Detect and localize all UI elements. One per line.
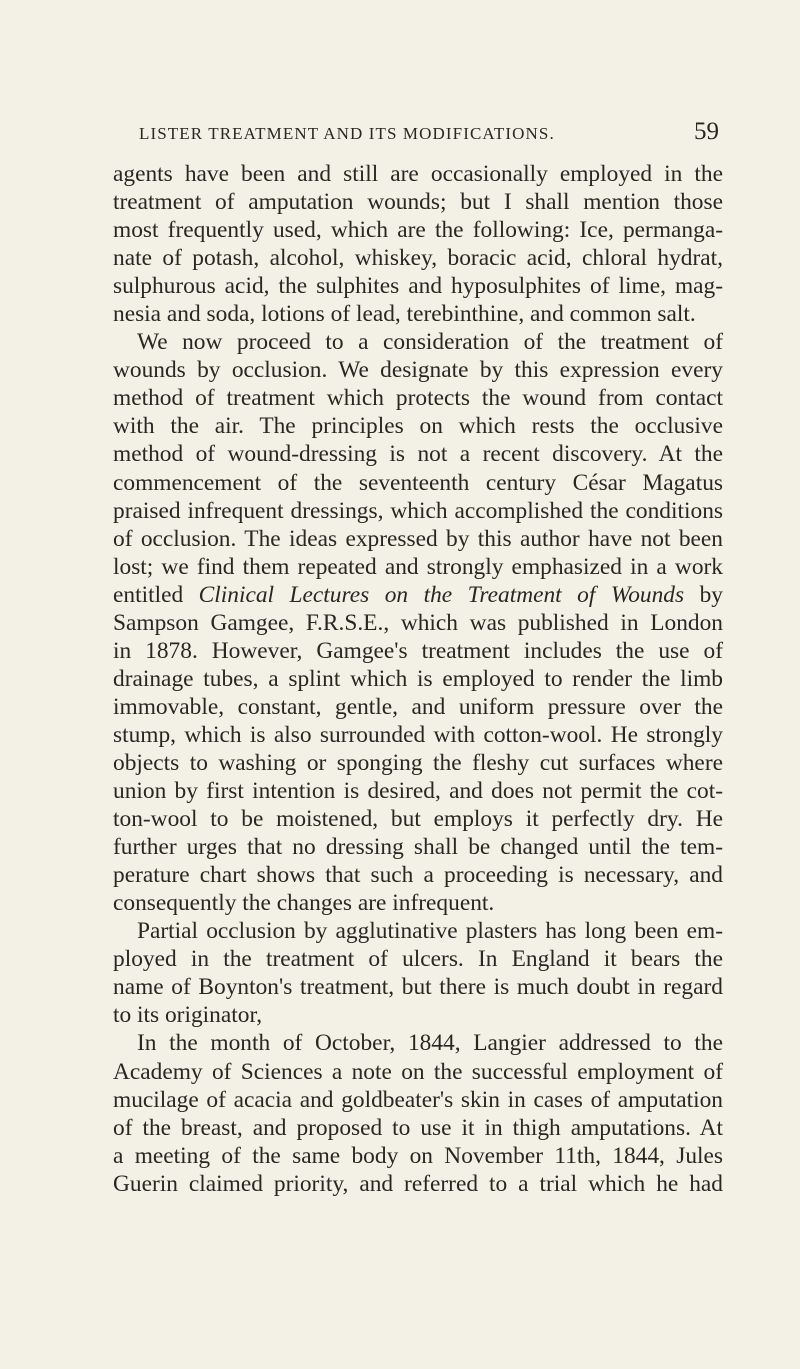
text-line: consequently the changes are infrequent. [113, 890, 495, 917]
text-line: further urges that no dressing shall be changed until the tem- [113, 834, 723, 861]
text-line: in 1878. However, Gamgee's treatment includes the use of [113, 637, 723, 664]
text-line: method of treatment which protects the wound from contact [113, 385, 723, 412]
text-line: nesia and soda, lotions of lead, terebinthine, and common salt. [113, 301, 696, 328]
text-line: Guerin claimed priority, and referred to a trial which he had [113, 1170, 723, 1197]
text-line: name of Boynton's treatment, but there is much doubt in regard [113, 974, 723, 1001]
text-line: Partial occlusion by agglutinative plasters has long been em- [137, 918, 723, 945]
running-title: LISTER TREATMENT AND ITS MODIFICATIONS. [139, 124, 555, 143]
text-line: agents have been and still are occasionally employed in the [113, 161, 723, 187]
text-line: ployed in the treatment of ulcers. In England it bears the [113, 946, 723, 973]
running-head [139, 118, 723, 146]
text-line: drainage tubes, a splint which is employed to render the limb [113, 665, 723, 692]
text-line: of the breast, and proposed to use it in thigh amputations. At [113, 1114, 723, 1141]
text-line: In the month of October, 1844, Langier addressed to the [137, 1030, 723, 1057]
text-line: with the air. The principles on which rests the occlusive [113, 413, 723, 440]
text-line: treatment of amputation wounds; but I shall mention those [113, 189, 723, 216]
text-line: nate of potash, alcohol, whiskey, boracic acid, chloral hydrat, [113, 245, 723, 272]
text-line: praised infrequent dressings, which accomplished the conditions [113, 497, 723, 524]
text-run: entitled [113, 581, 199, 608]
text-run: by [684, 581, 723, 608]
text-line: to its originator, [113, 1002, 263, 1029]
text-line: commencement of the seventeenth century César Magatus [113, 469, 723, 496]
text-line: a meeting of the same body on November 11th, 1844, Jules [113, 1142, 723, 1169]
body-text [113, 160, 723, 1198]
text-line: stump, which is also surrounded with cotton-wool. He strongly [113, 721, 723, 748]
page-number: 59 [694, 118, 719, 145]
text-line: perature chart shows that such a proceeding is necessary, and [113, 862, 723, 889]
text-line: mucilage of acacia and goldbeater's skin in cases of amputation [113, 1086, 723, 1113]
text-line: wounds by occlusion. We designate by this expression every [113, 357, 723, 384]
text-line [113, 581, 723, 609]
text-line: sulphurous acid, the sulphites and hyposulphites of lime, mag- [113, 273, 723, 300]
text-line: most frequently used, which are the following: Ice, permanga- [113, 217, 723, 244]
text-line: method of wound-dressing is not a recent discovery. At the [113, 441, 723, 468]
text-line: objects to washing or sponging the fleshy cut surfaces where [113, 749, 723, 776]
text-line: ton-wool to be moistened, but employs it perfectly dry. He [113, 806, 723, 833]
book-page [113, 118, 723, 1198]
text-line: union by first intention is desired, and does not permit the cot- [113, 778, 723, 805]
book-title: Clinical Lectures on the Treatment of Wounds [198, 581, 685, 608]
text-line: We now proceed to a consideration of the treatment of [137, 329, 723, 356]
text-line: Academy of Sciences a note on the successful employment of [113, 1058, 723, 1085]
text-line: of occlusion. The ideas expressed by this author have not been [113, 525, 723, 552]
text-line: immovable, constant, gentle, and uniform pressure over the [113, 693, 723, 720]
text-line: lost; we find them repeated and strongly emphasized in a work [113, 553, 723, 580]
text-line: Sampson Gamgee, F.R.S.E., which was published in London [113, 609, 723, 636]
